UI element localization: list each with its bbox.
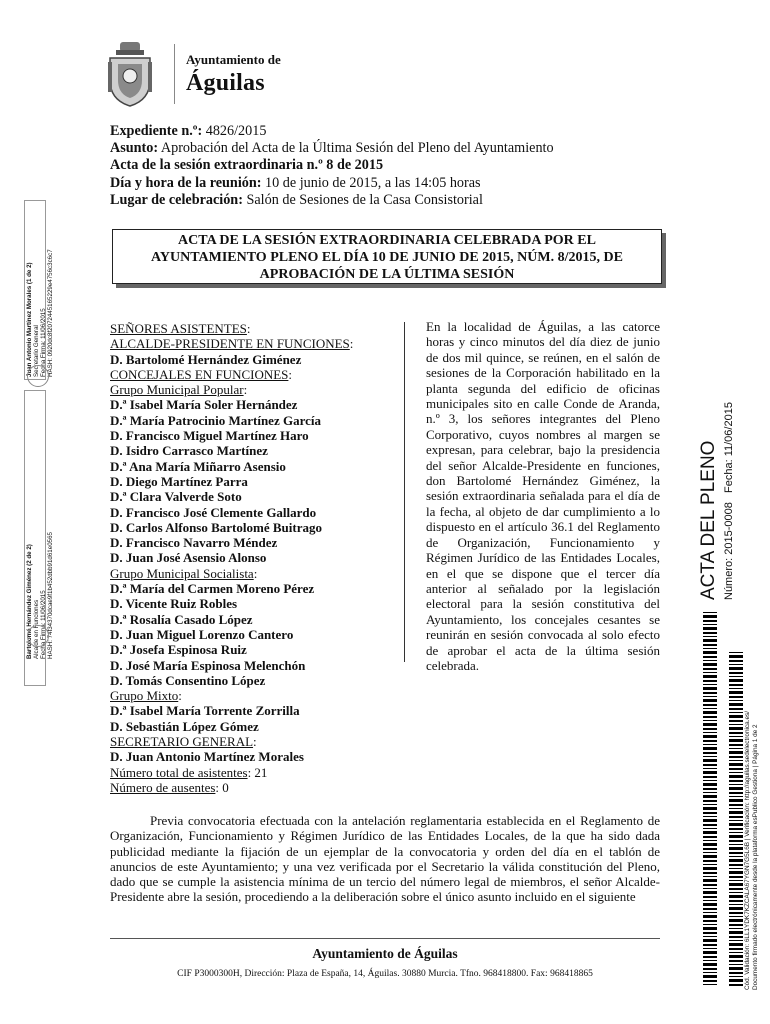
acta-label: ACTA DEL PLENO [698,440,719,600]
header-org-prefix: Ayuntamiento de [186,52,281,67]
attendee-row [110,459,410,474]
attendee-row [110,596,410,611]
attendee-row [110,413,410,428]
title-line-1: ACTA DE LA SESIÓN EXTRAORDINARIA CELEBRADA POR EL [178,233,596,248]
header-divider [174,44,175,104]
verification-line-1: Cód. Validación: 6LL1YDK7KZCALA67YGN7G5L6B | Verificación: http://aguilas.sedelectronica.es/ [744,711,751,990]
attendee-name: D.ª María Patrocinio Martínez García [110,412,321,428]
attendee-suffix: : [288,366,293,382]
verification-line-2: Documento firmado electrónicamente desde la plataforma esPublico Gestiona | Página 1 de 2 [752,724,759,990]
signature-2-name: Bartolomé Hernández Giménez (2 de 2) [26,544,33,659]
signature-2-date: Fecha Firma: 11/06/2015 [40,590,47,659]
attendee-row [110,581,410,596]
opening-paragraph: En la localidad de Águilas, a las catorce horas y cinco minutos del día diez de junio de dos mil quince, se reúnen, en el salón de sesiones de la Corporación habilitado en la planta segunda del edificio de oficinas municipales sito en calle Conde de Aranda, n.º 3, los señores integrantes del Pleno Corporativo, cuyos nombres al margen se expresan, para celebrar, bajo la presidencia del señor Alcalde-Presidente en funciones, don Bartolomé Hernández Giménez, la sesión extraordinaria señalada para el día de la fecha, al objeto de dar cumplimiento a lo dispuesto en el artículo 36.1 del Reglamento de Organización, Funcionamiento y Régimen Jurídico de las Entidades Locales, en el que se dispone que el tercer día anterior al señalado por la legislación electoral para la sesión constitutiva del Ayuntamiento, los concejales cesantes se reunirán en sesión convocada al solo efecto de aprobar el acta de la última sesión celebrada. [426,319,660,673]
attendee-heading: SECRETARIO GENERAL [110,734,254,750]
attendee-row [110,397,410,412]
meta-block [110,123,670,209]
attendee-name: D. Francisco José Clemente Gallardo [110,504,317,520]
attendee-name: D.ª Rosalía Casado López [110,611,253,627]
attendee-suffix: : 21 [247,764,268,780]
attendee-row [110,367,410,382]
attendee-name: D.ª María del Carmen Moreno Pérez [110,581,315,597]
signature-2-hash: HASH: 74f34370dcae9f1b452dbb91d61e0565 [47,532,54,659]
attendee-name: D. Carlos Alfonso Bartolomé Buitrago [110,519,322,535]
acta-number: Número: 2015-0008 [723,502,735,600]
attendee-suffix: : [178,688,182,704]
attendee-row [110,428,410,443]
attendee-name: D. Isidro Carrasco Martínez [110,443,268,459]
attendee-name: D.ª Ana María Miñarro Asensio [110,458,286,474]
attendee-row [110,474,410,489]
acta-meta [723,402,735,600]
attendee-row [110,520,410,535]
attendee-heading: Número total de asistentes [110,764,248,780]
attendee-name: D. Francisco Navarro Méndez [110,535,278,551]
attendee-name: D. Tomás Consentino López [110,672,266,688]
attendee-name: D.ª Isabel María Torrente Zorrilla [110,703,300,719]
attendee-row [110,719,410,734]
attendee-row [110,627,410,642]
attendee-row [110,352,410,367]
attendee-name: D.ª Josefa Espinosa Ruiz [110,642,247,658]
expediente-label: Expediente n.º: [110,123,203,139]
asunto-value: Aprobación del Acta de la Última Sesión del Pleno del Ayuntamiento [160,140,554,157]
column-divider [404,322,405,662]
attendee-row [110,688,410,703]
attendee-name: D.ª Clara Valverde Soto [110,489,242,505]
attendee-heading: ALCALDE-PRESIDENTE EN FUNCIONES [110,336,350,352]
attendee-row [110,749,410,764]
attendee-row [110,550,410,565]
attendee-name: D. Bartolomé Hernández Giménez [110,351,302,367]
attendee-name: D. Diego Martínez Parra [110,473,248,489]
attendee-row [110,765,410,780]
attendee-row [110,642,410,657]
attendee-row [110,505,410,520]
attendee-suffix: : [243,382,248,398]
attendee-heading: CONCEJALES EN FUNCIONES [110,366,289,382]
attendee-name: D. Vicente Ruiz Robles [110,596,238,612]
convocation-paragraph: Previa convocatoria efectuada con la antelación reglamentaria establecida en el Reglamento de Organización, Funcionamiento y Régimen Jurídico de las Entidades Locales, de la que ha sido dada publicidad mediante la fijación de un ejemplar de la convocatoria y orden del día en el tablón de anuncios de este Ayuntamiento; y una vez verificada por el Secretario la válida constitución del Pleno, dado que se cumple la asistencia mínima de un tercio del número legal de miembros, el señor Alcalde-Presidente abre la sesión, procediendo a la deliberación sobre el único asunto incluido en el siguiente [110,813,660,905]
attendee-name: D. Sebastián López Gómez [110,718,259,734]
signature-2-role: Alcalde en Funciones [33,599,40,659]
header-org-name: Águilas [186,70,265,96]
signature-1-role: Secretario General [33,325,40,377]
expediente-value: 4826/2015 [205,123,267,139]
barcode-icon-secondary [729,652,743,986]
signature-1-name: Juan Antonio Martínez Morales (1 de 2) [26,262,33,377]
attendee-suffix: : [253,565,258,581]
attendee-name: D. Juan José Asensio Alonso [110,550,267,566]
acta-date: Fecha: 11/06/2015 [723,402,735,493]
attendee-row [110,321,410,336]
title-line-3: APROBACIÓN DE LA ÚLTIMA SESIÓN [259,267,515,282]
attendee-row [110,612,410,627]
attendee-row [110,336,410,351]
attendee-name: D. Juan Antonio Martínez Morales [110,749,304,765]
seal-2-icon [27,625,49,647]
attendee-suffix: : [246,321,251,336]
attendee-row [110,780,410,795]
attendee-row [110,489,410,504]
footer-title: Ayuntamiento de Águilas [312,946,458,961]
attendee-name: D. Juan Miguel Lorenzo Cantero [110,626,294,642]
coat-of-arms-icon [106,40,154,108]
seal-1-icon [27,365,49,387]
document-title [113,230,661,283]
attendee-heading: Grupo Municipal Popular [110,382,244,398]
footer-divider [110,938,660,939]
attendee-suffix: : [349,336,354,352]
attendee-heading: Grupo Mixto [110,688,179,704]
attendee-name: D.ª Isabel María Soler Hernández [110,397,298,413]
dia-value: 10 de junio de 2015, a las 14:05 horas [265,174,481,191]
attendee-row [110,673,410,688]
asunto-label: Asunto: [110,140,159,157]
attendee-name: D. Francisco Miguel Martínez Haro [110,428,309,444]
title-line-2: AYUNTAMIENTO PLENO EL DÍA 10 DE JUNIO DE 2015, NÚM. 8/2015, DE [151,250,623,265]
dia-label: Día y hora de la reunión: [110,174,262,191]
attendee-suffix: : 0 [215,779,229,795]
attendee-row [110,703,410,718]
attendee-row [110,566,410,581]
attendee-row [110,658,410,673]
attendee-suffix: : [253,734,257,750]
signature-1-date: Fecha Firma: 11/06/2015 [40,308,47,377]
verification-text [744,711,760,990]
title-box [112,229,662,284]
signature-box-1 [24,200,54,380]
barcode-icon [703,612,717,986]
attendee-heading: SEÑORES ASISTENTES [110,321,247,336]
attendee-row [110,734,410,749]
attendee-row [110,535,410,550]
lugar-value: Salón de Sesiones de la Casa Consistorial [246,191,483,208]
attendee-row [110,443,410,458]
attendee-heading: Grupo Municipal Socialista [110,565,254,581]
attendee-heading: Número de ausentes [110,779,216,795]
signature-1-hash: HASH: 0920dc8f2072445165229e4756c3c6c7 [47,249,54,377]
acta-line: Acta de la sesión extraordinaria n.º 8 de 2015 [110,157,384,174]
attendee-row [110,382,410,397]
footer-address: CIF P3000300H, Dirección: Plaza de España, 14, Águilas. 30880 Murcia. Tfno. 968418800. Fax: 968418865 [177,969,593,979]
signature-1-text [26,249,54,377]
attendees-list [110,321,410,795]
attendee-name: D. José María Espinosa Melenchón [110,657,306,673]
lugar-label: Lugar de celebración: [110,191,243,208]
